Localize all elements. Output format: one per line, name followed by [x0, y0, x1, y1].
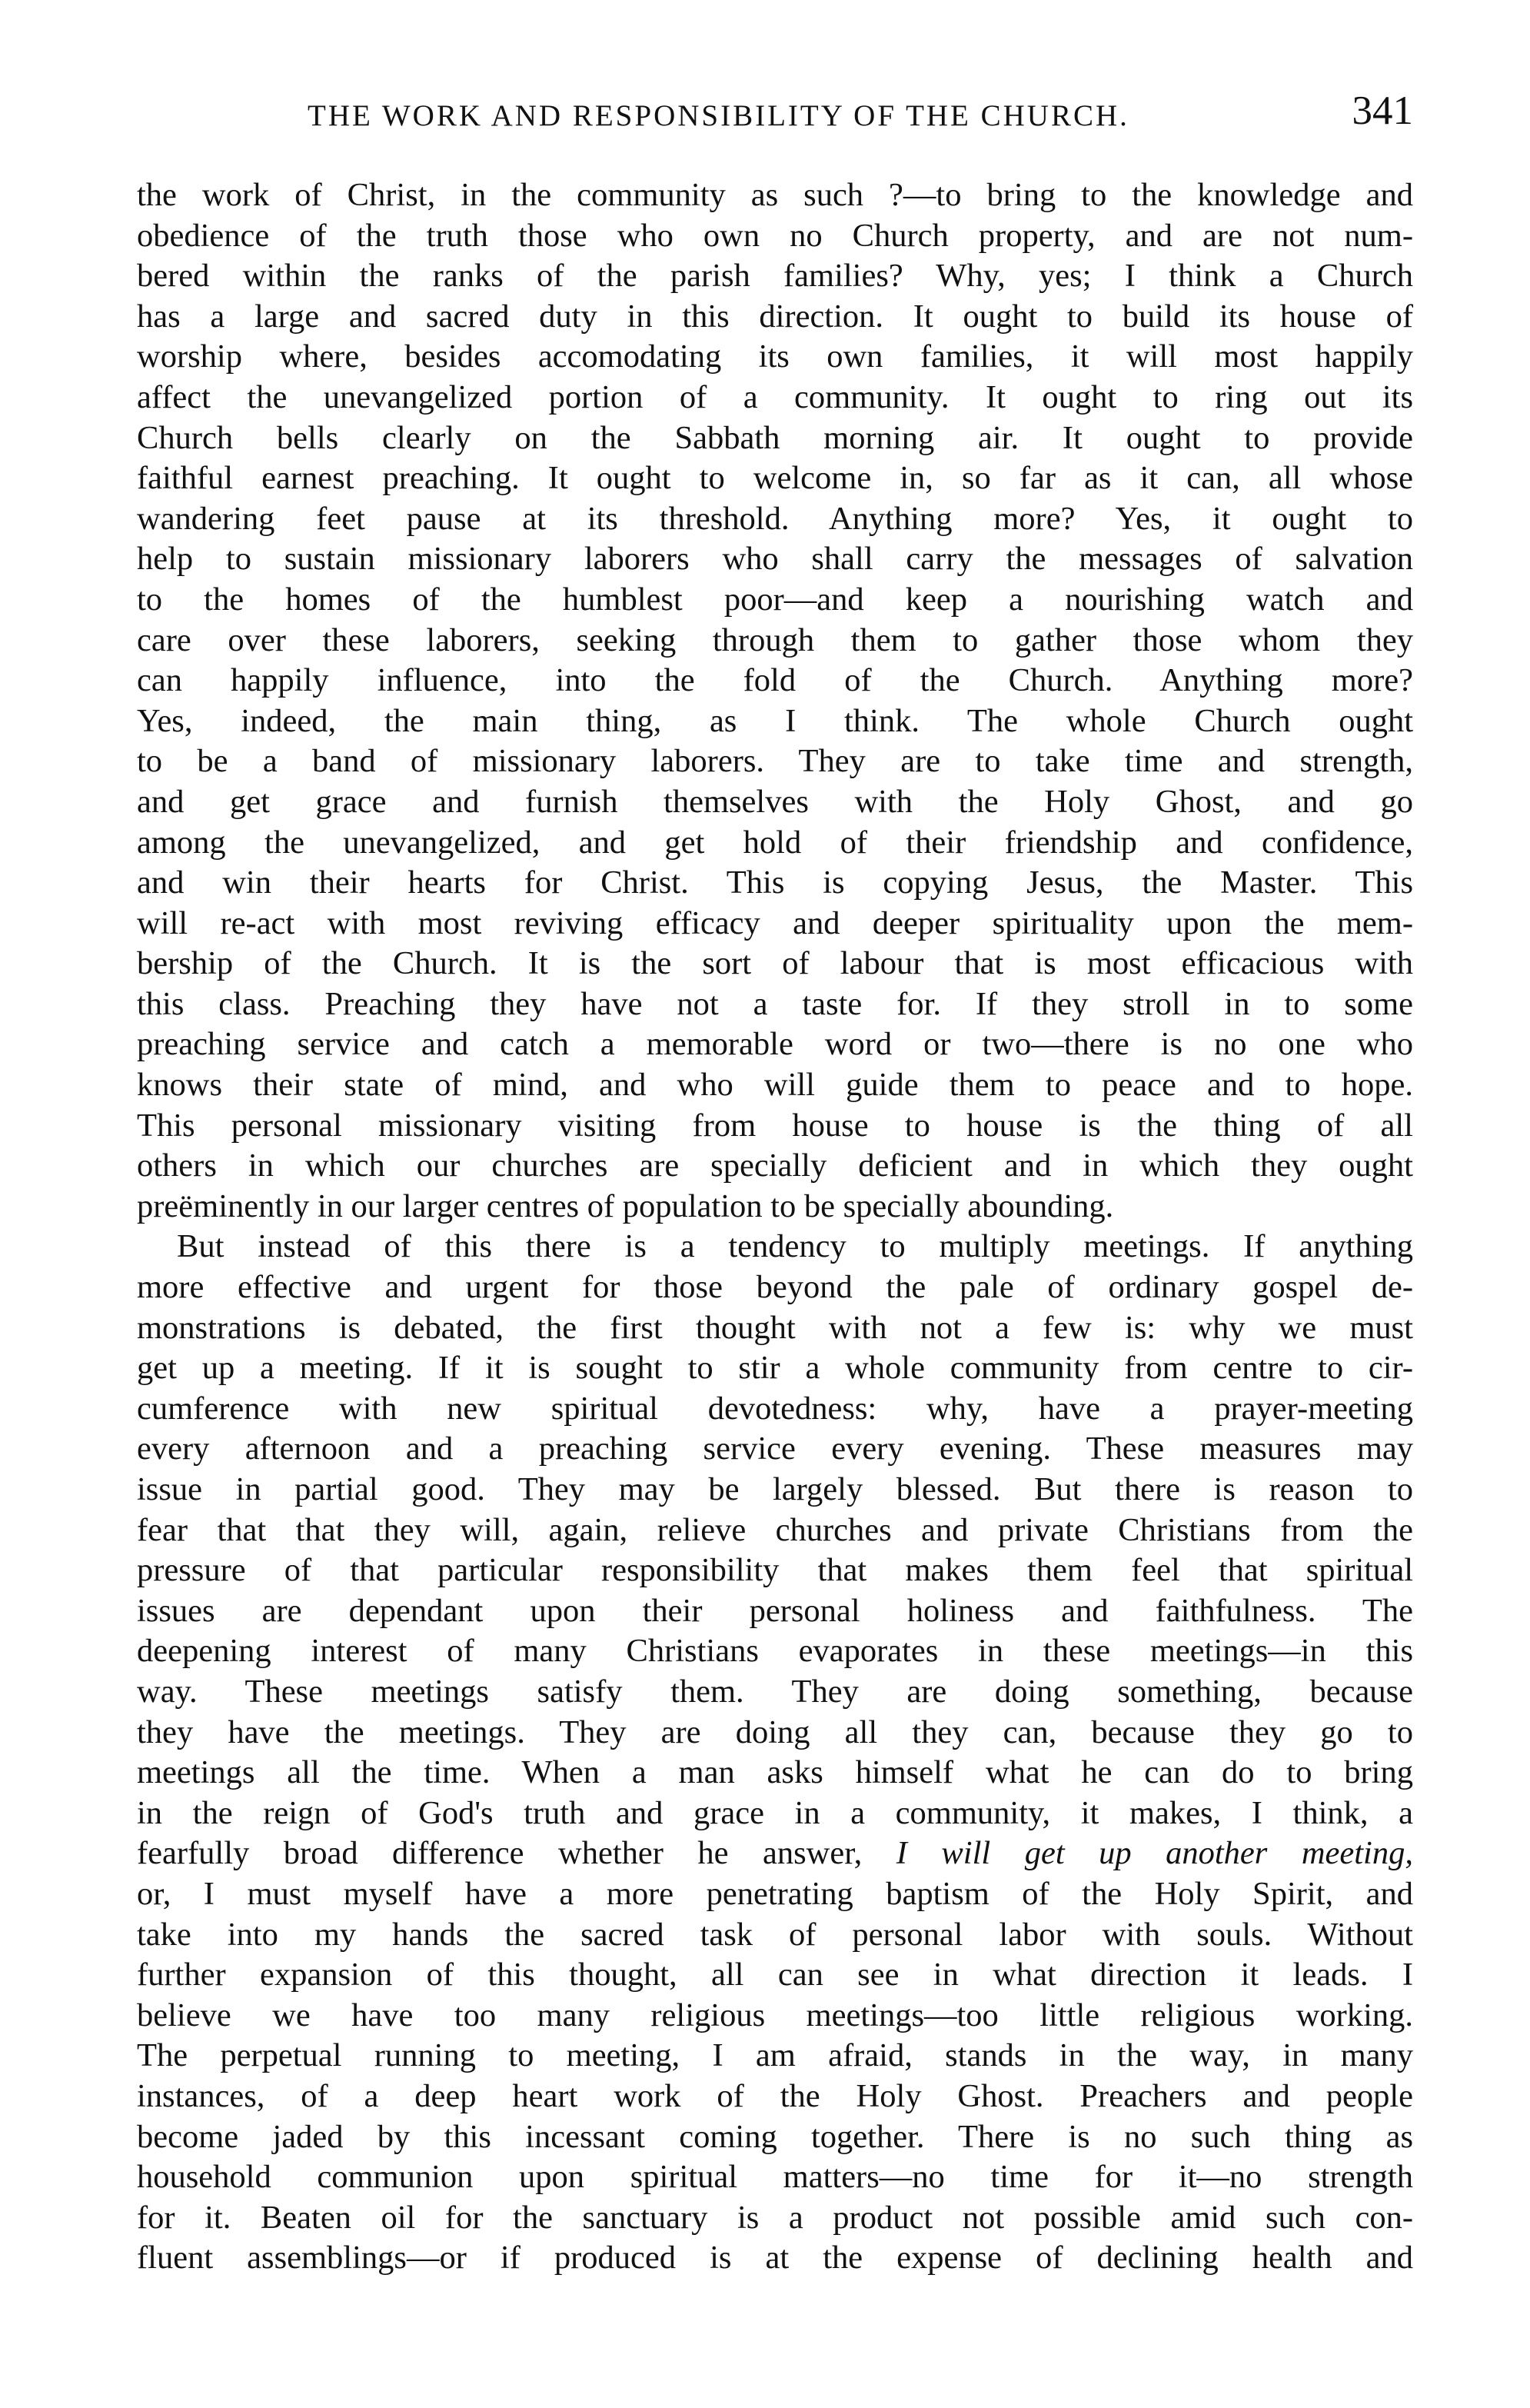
text-line: monstrations is debated, the first thought with not a few is: why we must — [137, 1309, 1413, 1346]
text-line: cumference with new spiritual devotedness: why, have a prayer-meeting — [137, 1390, 1413, 1427]
text-line: deepening interest of many Christians evaporates in these meetings—in this — [137, 1633, 1413, 1670]
text-line: But instead of this there is a tendency to multiply meetings. If anything — [177, 1228, 1413, 1265]
running-title: THE WORK AND RESPONSIBILITY OF THE CHURCH. — [308, 99, 1129, 132]
paragraph-2 — [137, 1227, 1413, 2278]
text-line: meetings all the time. When a man asks himself what he can do to bring — [137, 1754, 1413, 1791]
text-line: believe we have too many religious meetings—too little religious working. — [137, 1997, 1413, 2033]
text-line: can happily influence, into the fold of the Church. Anything more? — [137, 662, 1413, 699]
text-line: way. These meetings satisfy them. They are doing something, because — [137, 1673, 1413, 1710]
text-line: become jaded by this incessant coming together. There is no such thing as — [137, 2118, 1413, 2155]
running-header — [137, 85, 1413, 146]
text-line: and get grace and furnish themselves with the Holy Ghost, and go — [137, 783, 1413, 820]
page-number: 341 — [1352, 88, 1413, 133]
text-line: to be a band of missionary laborers. They are to take time and strength, — [137, 743, 1413, 780]
text-line: issue in partial good. They may be largely blessed. But there is reason to — [137, 1471, 1413, 1507]
text-line: will re-act with most reviving efficacy and deeper spirituality upon the mem- — [137, 904, 1413, 941]
text-line: preëminently in our larger centres of population to be specially abounding. — [137, 1187, 1114, 1224]
text-line: The perpetual running to meeting, I am afraid, stands in the way, in many — [137, 2037, 1413, 2074]
text-line: household communion upon spiritual matters—no time for it—no strength — [137, 2159, 1413, 2196]
text-line: for it. Beaten oil for the sanctuary is a product not possible amid such con- — [137, 2199, 1413, 2236]
text-line: more effective and urgent for those beyond the pale of ordinary gospel de- — [137, 1269, 1413, 1306]
text-line: affect the unevangelized portion of a community. It ought to ring out its — [137, 378, 1413, 415]
text-line: worship where, besides accomodating its own families, it will most happily — [137, 338, 1413, 375]
text-line: fluent assemblings—or if produced is at the expense of declining health and — [137, 2240, 1413, 2276]
text-line: further expansion of this thought, all can see in what direction it leads. I — [137, 1957, 1413, 1993]
text-line: Yes, indeed, the main thing, as I think. The whole Church ought — [137, 702, 1413, 739]
text-line: pressure of that particular responsibility that makes them feel that spiritual — [137, 1552, 1413, 1589]
text-line: faithful earnest preaching. It ought to welcome in, so far as it can, all whose — [137, 460, 1413, 497]
text-line: care over these laborers, seeking through them to gather those whom they — [137, 621, 1413, 658]
text-line: in the reign of God's truth and grace in a community, it makes, I think, a — [137, 1794, 1413, 1831]
text-line: they have the meetings. They are doing all they can, because they go to — [137, 1714, 1413, 1750]
text-line: instances, of a deep heart work of the Holy Ghost. Preachers and people — [137, 2077, 1413, 2114]
text-line: to the homes of the humblest poor—and keep a nourishing watch and — [137, 581, 1413, 618]
text-line: every afternoon and a preaching service every evening. These measures may — [137, 1430, 1413, 1467]
text-line: take into my hands the sacred task of personal labor with souls. Without — [137, 1916, 1413, 1953]
text-line: knows their state of mind, and who will guide them to peace and to hope. — [137, 1067, 1413, 1104]
text-line: obedience of the truth those who own no Church property, and are not num- — [137, 217, 1413, 254]
text-line: get up a meeting. If it is sought to stir a whole community from centre to cir- — [137, 1350, 1413, 1387]
text-line: fear that that they will, again, relieve churches and private Christians from the — [137, 1511, 1413, 1548]
text-line: wandering feet pause at its threshold. Anything more? Yes, it ought to — [137, 500, 1413, 537]
text-line: issues are dependant upon their personal holiness and faithfulness. The — [137, 1592, 1413, 1629]
text-line: others in which our churches are specially deficient and in which they ought — [137, 1147, 1413, 1184]
text-line: the work of Christ, in the community as such ?—to bring to the knowledge and — [137, 177, 1413, 213]
text-line: bered within the ranks of the parish families? Why, yes; I think a Church — [137, 258, 1413, 295]
text-segment: fearfully broad difference whether he answer, — [137, 1835, 896, 1872]
paragraph-1 — [137, 175, 1413, 1227]
text-line: among the unevangelized, and get hold of their friendship and confidence, — [137, 824, 1413, 861]
text-line: This personal missionary visiting from house to house is the thing of all — [137, 1107, 1413, 1144]
text-line: Church bells clearly on the Sabbath morning air. It ought to provide — [137, 419, 1413, 456]
text-line: has a large and sacred duty in this direction. It ought to build its house of — [137, 298, 1413, 335]
italic-phrase: I will get up another meeting, — [896, 1835, 1413, 1872]
text-line: this class. Preaching they have not a taste for. If they stroll in to some — [137, 985, 1413, 1022]
body-text — [137, 175, 1413, 2279]
text-line-with-italic — [137, 1833, 1413, 1874]
text-line: preaching service and catch a memorable word or two—there is no one who — [137, 1026, 1413, 1063]
text-line: and win their hearts for Christ. This is copying Jesus, the Master. This — [137, 864, 1413, 901]
text-line: help to sustain missionary laborers who shall carry the messages of salvation — [137, 541, 1413, 578]
text-line: bership of the Church. It is the sort of labour that is most efficacious with — [137, 945, 1413, 982]
text-line: or, I must myself have a more penetrating baptism of the Holy Spirit, and — [137, 1875, 1413, 1912]
